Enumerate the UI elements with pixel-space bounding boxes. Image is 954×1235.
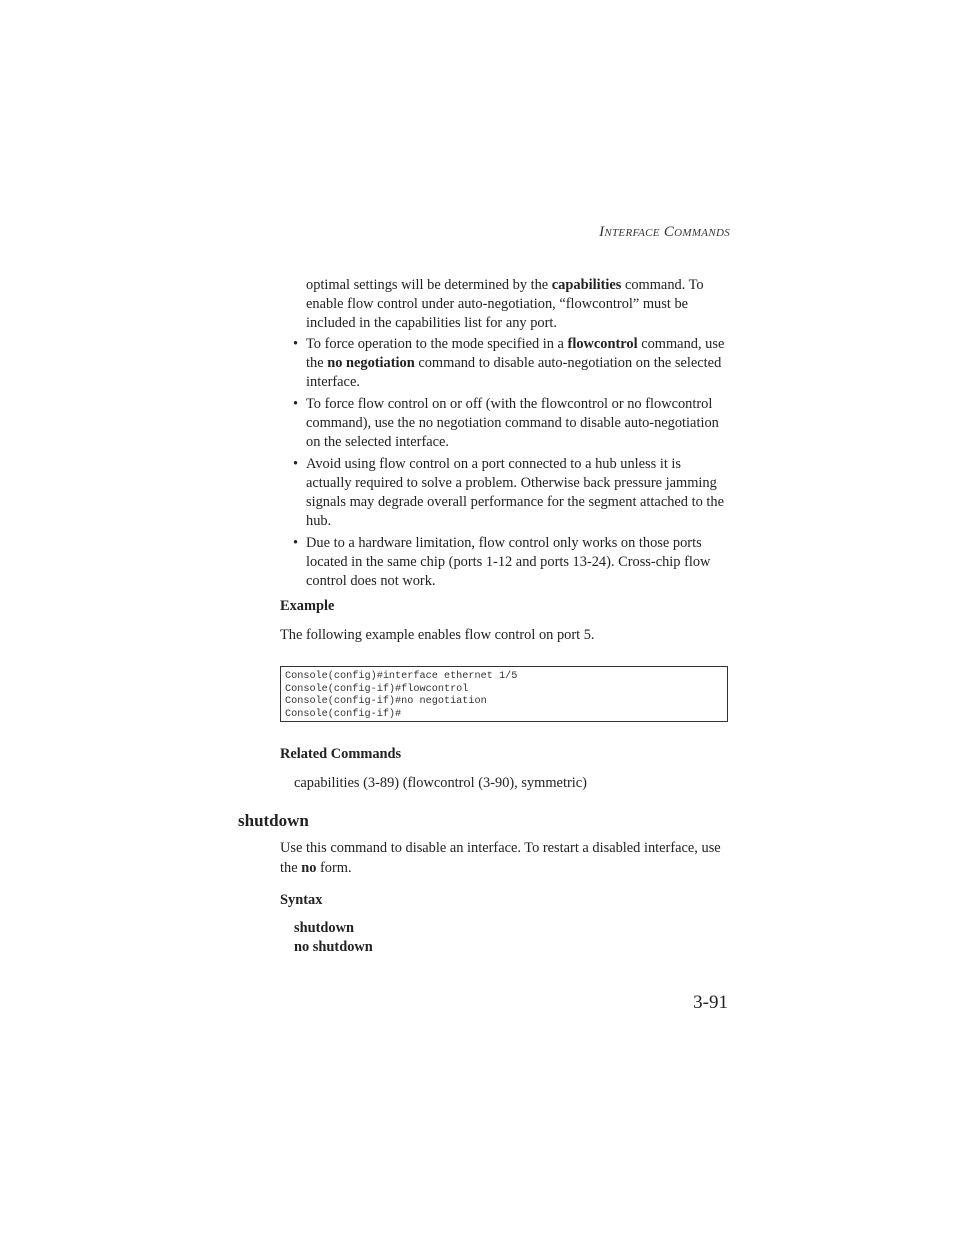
description-text-1: Use this command to disable an interface. To restart a disabled interface, use the	[280, 840, 721, 876]
header-word-1: NTERFACE	[604, 227, 660, 239]
running-header	[560, 224, 730, 241]
bullet-icon: •	[293, 396, 299, 412]
example-heading: Example	[280, 598, 335, 614]
intro-bold-capabilities: capabilities	[551, 277, 622, 293]
related-commands-text: capabilities (3-89) (flowcontrol (3-90), symmetric)	[294, 775, 587, 791]
description-text-2: form.	[316, 860, 352, 876]
related-commands-heading: Related Commands	[280, 746, 402, 762]
list-item	[290, 534, 730, 591]
code-line: Console(config-if)#flowcontrol	[285, 683, 469, 695]
bullet-text: command to disable auto-negotiation on the selected interface.	[306, 355, 722, 390]
command-description	[280, 838, 730, 878]
header-initial-1: I	[599, 224, 605, 240]
command-title: shutdown	[238, 811, 309, 830]
header-word-2: OMMANDS	[674, 227, 730, 239]
list-item	[290, 395, 730, 452]
description-bold: no	[301, 860, 317, 876]
code-line: Console(config)#interface ethernet 1/5	[285, 671, 518, 682]
code-line: Console(config-if)#no negotiation	[285, 696, 487, 707]
page-number: 3-91	[693, 992, 728, 1013]
bullet-bold: flowcontrol	[567, 336, 638, 352]
intro-text-2: command. To enable flow control under auto-negotiation, “flowcontrol” must be included in the capabilities list for any port.	[306, 277, 704, 331]
intro-text-1: optimal settings will be determined by the	[306, 277, 552, 293]
syntax-heading: Syntax	[280, 892, 323, 908]
example-text: The following example enables flow control on port 5.	[280, 627, 595, 643]
code-example-box	[280, 666, 728, 722]
bullet-icon: •	[293, 535, 299, 551]
header-initial-2: C	[663, 224, 675, 240]
bullet-icon: •	[293, 456, 299, 472]
syntax-line-2: no shutdown	[294, 939, 373, 955]
intro-paragraph	[306, 276, 730, 333]
bullet-icon: •	[293, 336, 299, 352]
bullet-text: To force operation to the mode specified in a	[306, 336, 568, 352]
bullet-text: command, use the	[306, 336, 725, 371]
list-item	[290, 455, 730, 531]
bullet-text: To force flow control on or off (with the flowcontrol or no flowcontrol command), use the no negotiation command to disable auto-negotiation on the selected interface.	[306, 396, 719, 450]
code-line: Console(config-if)#	[285, 708, 402, 720]
bullet-list	[290, 335, 730, 594]
list-item	[290, 335, 730, 392]
bullet-text: Due to a hardware limitation, flow control only works on those ports located in the same chip (ports 1-12 and ports 13-24). Cross-chip flow control does not work.	[306, 535, 711, 589]
bullet-bold: no negotiation	[327, 355, 415, 371]
syntax-line-1: shutdown	[294, 920, 354, 936]
bullet-text: Avoid using flow control on a port connected to a hub unless it is actually required to solve a problem. Otherwise back pressure jamming signals may degrade overall performance for the segment attached to the hub.	[306, 456, 724, 529]
